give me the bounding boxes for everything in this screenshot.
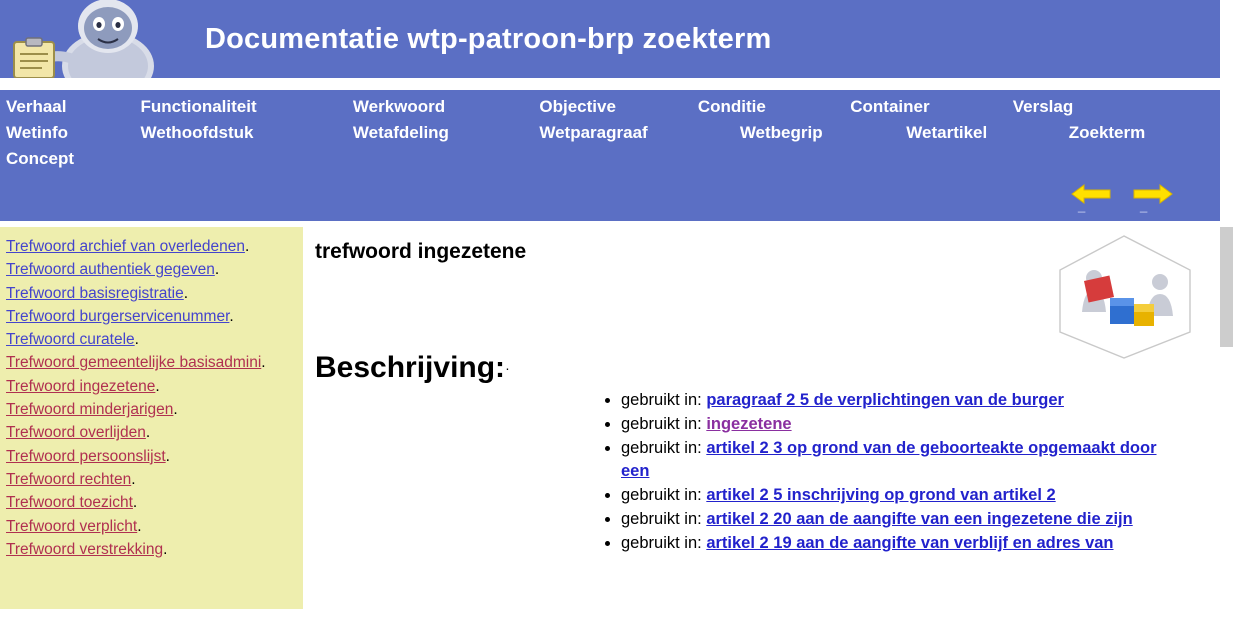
nav-item-wetbegrip[interactable]: Wetbegrip [739, 123, 823, 142]
sidebar-link-gemeentelijke-basisadmini[interactable]: Trefwoord gemeentelijke basisadmini [6, 354, 262, 372]
nav-arrows [1070, 181, 1190, 215]
list-item [621, 532, 1181, 555]
nav-item-conditie[interactable]: Conditie [697, 97, 766, 116]
nav-item-wetinfo[interactable]: Wetinfo [6, 123, 69, 142]
nav-item-wetartikel[interactable]: Wetartikel [906, 123, 988, 142]
list-item [6, 258, 297, 281]
list-item [6, 468, 297, 491]
main-content [303, 227, 1220, 641]
list-item [6, 375, 297, 398]
usage-link-artikel-2-3[interactable]: artikel 2 3 op grond van de geboorteakte opgemaakt door een [621, 439, 1157, 480]
nav-item-wetparagraaf[interactable]: Wetparagraaf [539, 123, 648, 142]
usage-prefix: gebruikt in: [621, 415, 702, 433]
nav-row-3 [6, 149, 1220, 175]
nav-item-verhaal[interactable]: Verhaal [6, 97, 67, 116]
list-item [6, 538, 297, 561]
list-item [621, 484, 1181, 507]
sidebar-link-authentiek-gegeven[interactable]: Trefwoord authentiek gegeven [6, 261, 215, 279]
sidebar-suffix: . [131, 470, 136, 488]
sidebar-suffix: . [163, 540, 168, 558]
next-arrow-label: _ [1140, 198, 1148, 213]
robot-mascot-icon [0, 0, 185, 78]
sidebar-suffix: . [261, 354, 266, 372]
sidebar-suffix: . [214, 261, 220, 279]
usage-prefix: gebruikt in: [621, 534, 702, 552]
usage-prefix: gebruikt in: [621, 486, 702, 504]
sidebar-link-ingezetene[interactable]: Trefwoord ingezetene [6, 377, 156, 395]
list-item [6, 421, 297, 444]
banner-divider [0, 78, 1220, 90]
sidebar-link-verplicht[interactable]: Trefwoord verplicht [6, 517, 138, 535]
main-navigation [0, 90, 1220, 221]
page-banner [0, 0, 1220, 78]
usage-prefix: gebruikt in: [621, 391, 702, 409]
sidebar-link-burgerservicenummer[interactable]: Trefwoord burgerservicenummer [6, 307, 230, 325]
nav-item-objective[interactable]: Objective [539, 97, 616, 116]
list-item [6, 235, 297, 258]
sidebar-suffix: . [165, 447, 170, 465]
list-item [6, 305, 297, 328]
sidebar-link-overlijden[interactable]: Trefwoord overlijden [6, 424, 146, 442]
nav-item-verslag[interactable]: Verslag [1012, 97, 1074, 116]
list-item [621, 437, 1181, 483]
sidebar-link-archief-van-overledenen[interactable]: Trefwoord archief van overledenen [6, 238, 245, 255]
list-item [6, 282, 297, 305]
sidebar-suffix: . [173, 401, 178, 419]
section-heading-dot: · [505, 360, 510, 376]
list-item [6, 445, 297, 468]
list-item [6, 398, 297, 421]
sidebar-suffix: . [155, 377, 160, 395]
usage-link-artikel-2-19[interactable]: artikel 2 19 aan de aangifte van verblijf en adres van [706, 534, 1114, 552]
nav-row-1 [6, 97, 1220, 123]
page-scrollbar-thumb[interactable] [1220, 227, 1233, 347]
sidebar-link-toezicht[interactable]: Trefwoord toezicht [6, 494, 133, 512]
previous-arrow-icon[interactable] [1070, 181, 1112, 207]
sidebar-suffix: . [137, 517, 142, 535]
nav-row-2 [6, 123, 1220, 149]
nav-item-functionaliteit[interactable]: Functionaliteit [140, 97, 257, 116]
sidebar-link-persoonslijst[interactable]: Trefwoord persoonslijst [6, 447, 166, 465]
sidebar-trefwoord-list [0, 227, 303, 609]
list-item [6, 515, 297, 538]
usage-prefix: gebruikt in: [621, 439, 702, 457]
usage-list [603, 389, 1181, 556]
hexagon-people-boxes-icon [1050, 232, 1198, 362]
sidebar-link-rechten[interactable]: Trefwoord rechten [6, 470, 132, 488]
nav-item-wetafdeling[interactable]: Wetafdeling [352, 123, 449, 142]
nav-item-wethoofdstuk[interactable]: Wethoofdstuk [140, 123, 254, 142]
next-arrow-icon[interactable] [1132, 181, 1174, 207]
nav-item-concept[interactable]: Concept [6, 149, 74, 168]
sidebar-link-minderjarigen[interactable]: Trefwoord minderjarigen [6, 401, 174, 419]
list-item [6, 351, 297, 374]
sidebar-link-curatele[interactable]: Trefwoord curatele [6, 331, 135, 349]
sidebar-suffix: . [132, 494, 138, 512]
sidebar-link-basisregistratie[interactable]: Trefwoord basisregistratie [6, 284, 184, 302]
sidebar-link-verstrekking[interactable]: Trefwoord verstrekking [6, 540, 164, 558]
usage-link-paragraaf-2-5[interactable]: paragraaf 2 5 de verplichtingen van de burger [706, 391, 1064, 409]
list-item [621, 508, 1181, 531]
sidebar-suffix: . [134, 331, 139, 349]
sidebar-suffix: . [145, 424, 151, 442]
nav-item-container[interactable]: Container [850, 97, 930, 116]
section-heading [315, 351, 510, 385]
content-heading: trefwoord ingezetene [315, 240, 527, 263]
section-heading-text: Beschrijving: [315, 351, 506, 384]
nav-item-werkwoord[interactable]: Werkwoord [352, 97, 446, 116]
usage-link-artikel-2-5[interactable]: artikel 2 5 inschrijving op grond van artikel 2 [706, 486, 1056, 504]
usage-link-artikel-2-20[interactable]: artikel 2 20 aan de aangifte van een ingezetene die zijn [706, 510, 1133, 528]
sidebar-suffix: . [229, 307, 234, 325]
prev-arrow-label: _ [1078, 198, 1086, 213]
page-title: Documentatie wtp-patroon-brp zoekterm [205, 22, 772, 55]
list-item [6, 491, 297, 514]
sidebar-suffix: . [183, 284, 189, 302]
usage-link-ingezetene[interactable]: ingezetene [706, 415, 792, 433]
list-item [621, 413, 1181, 436]
list-item [621, 389, 1181, 412]
usage-prefix: gebruikt in: [621, 510, 702, 528]
list-item [6, 328, 297, 351]
sidebar-suffix: . [244, 238, 250, 255]
nav-item-zoekterm[interactable]: Zoekterm [1068, 123, 1146, 142]
